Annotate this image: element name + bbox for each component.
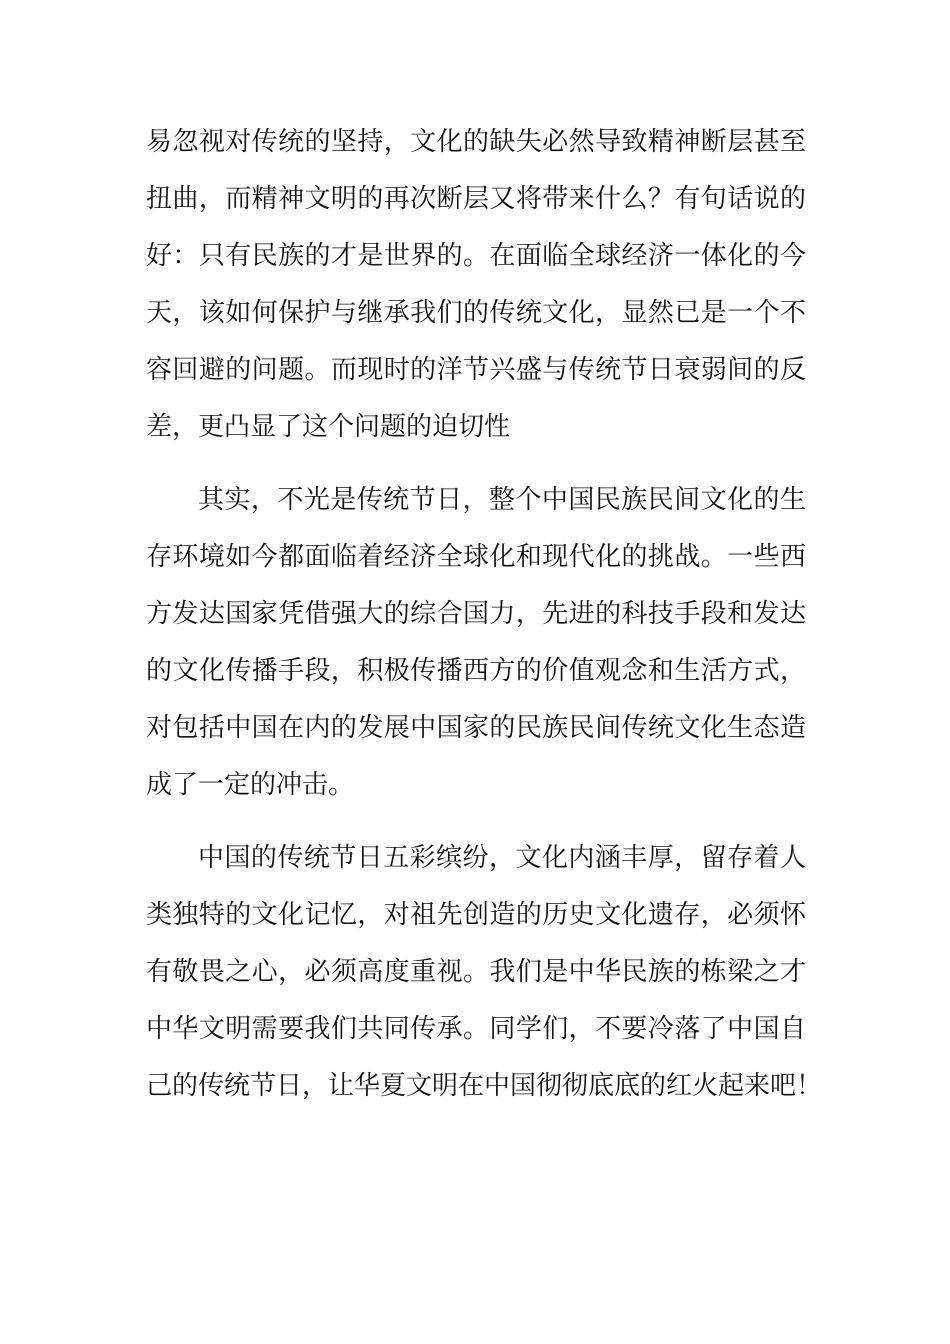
paragraph — [146, 472, 806, 814]
text-line: 其实，不光是传统节日，整个中国民族民间文化的生 — [198, 485, 806, 515]
text-line: 天，该如何保护与继承我们的传统文化，显然已是一个不 — [146, 298, 806, 328]
text-line: 方发达国家凭借强大的综合国力，先进的科技手段和发达 — [146, 599, 806, 629]
text-line: 类独特的文化记忆，对祖先创造的历史文化遗存，必须怀 — [146, 900, 806, 930]
text-line: 差，更凸显了这个问题的迫切性 — [146, 412, 511, 442]
text-line: 容回避的问题。而现时的洋节兴盛与传统节日衰弱间的反 — [146, 355, 806, 385]
text-line: 存环境如今都面临着经济全球化和现代化的挑战。一些西 — [146, 542, 806, 572]
paragraph — [146, 114, 806, 456]
text-line: 中国的传统节日五彩缤纷，文化内涵丰厚，留存着人 — [198, 843, 806, 873]
text-line: 扭曲，而精神文明的再次断层又将带来什么？有句话说的 — [146, 184, 806, 214]
paragraph-spacing — [146, 456, 806, 472]
paragraph-spacing — [146, 814, 806, 830]
paragraph — [146, 830, 823, 1115]
text-line: 对包括中国在内的发展中国家的民族民间传统文化生态造 — [146, 713, 806, 743]
text-line: 有敬畏之心，必须高度重视。我们是中华民族的栋梁之才 — [146, 957, 806, 987]
text-line: 中华文明需要我们共同传承。同学们，不要冷落了中国自 — [146, 1014, 806, 1044]
text-line: 己的传统节日，让华夏文明在中国彻彻底底的红火起来吧！ — [146, 1071, 823, 1101]
text-line: 成了一定的冲击。 — [146, 770, 355, 800]
text-line: 易忽视对传统的坚持，文化的缺失必然导致精神断层甚至 — [146, 127, 806, 157]
document-body — [146, 114, 823, 1115]
text-line: 的文化传播手段，积极传播西方的价值观念和生活方式， — [146, 656, 806, 686]
text-line: 好：只有民族的才是世界的。在面临全球经济一体化的今 — [146, 241, 806, 271]
